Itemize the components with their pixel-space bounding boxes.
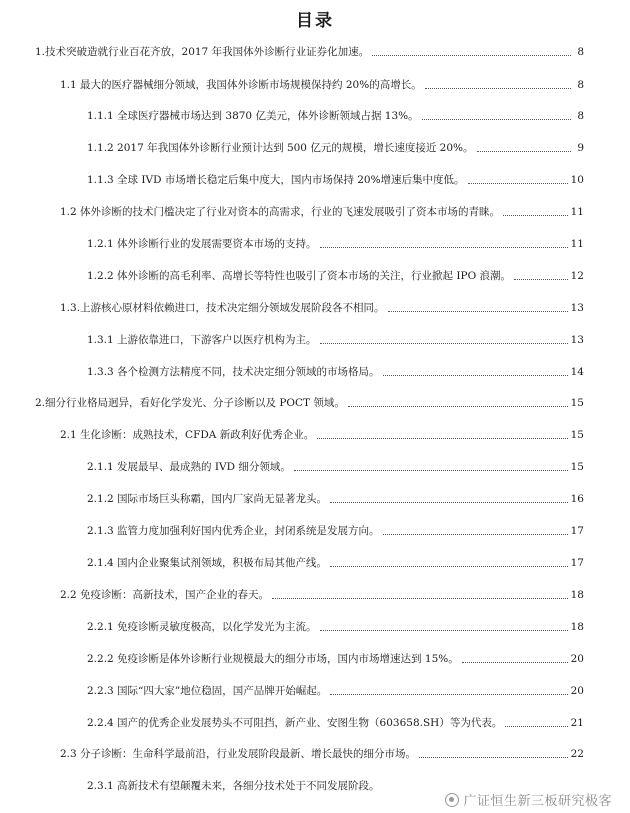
- toc-page-number: 12: [570, 270, 584, 282]
- toc-entry-title: 1.3.3 各个检测方法精度不同，技术决定细分领域的市场格局。: [87, 366, 380, 378]
- toc-entry-title: 1.1.3 全球 IVD 市场增长稳定后集中度大，国内市场保持 20%增速后集中度低。: [87, 174, 465, 186]
- toc-leader-dots: [477, 151, 571, 152]
- toc-entry[interactable]: [60, 588, 584, 602]
- toc-entry[interactable]: [87, 556, 584, 570]
- toc-page-number: 11: [570, 238, 584, 250]
- toc-entry[interactable]: [60, 747, 584, 761]
- toc-page-number: 18: [570, 589, 584, 601]
- toc-entry-title: 1.3.1 上游依靠进口，下游客户以医疗机构为主。: [87, 334, 317, 346]
- toc-page-number: 13: [570, 302, 584, 314]
- toc-page-number: 15: [570, 461, 584, 473]
- toc-page-number: 20: [570, 685, 584, 697]
- watermark: [445, 790, 612, 809]
- toc-entry-title: 2.1.4 国内企业聚集试剂领域，积极布局其他产线。: [87, 557, 328, 569]
- toc-entry-title: 1.2.1 体外诊断行业的发展需要资本市场的支持。: [87, 238, 317, 250]
- toc-entry[interactable]: [87, 684, 584, 698]
- toc-entry[interactable]: [60, 78, 584, 92]
- page-title: 目录: [296, 11, 334, 31]
- toc-entry[interactable]: [87, 333, 584, 347]
- toc-entry-title: 2.1 生化诊断：成熟技术，CFDA 新政利好优秀企业。: [60, 429, 315, 441]
- toc-entry-title: 2.2.4 国产的优秀企业发展势头不可阻挡，新产业、安图生物（603658.SH）等为代表。: [87, 717, 503, 729]
- toc-entry[interactable]: [87, 109, 584, 123]
- toc-leader-dots: [503, 215, 568, 216]
- toc-entry-title: 2.3.1 高新技术有望颠覆未来，各细分技术处于不同发展阶段。: [87, 780, 380, 792]
- watermark-text: 广证恒生新三板研究极客: [463, 794, 612, 809]
- toc-entry[interactable]: [87, 716, 584, 730]
- toc-page-number: 16: [570, 493, 584, 505]
- toc-entry-title: 1.3.上游核心原材料依赖进口，技术决定细分领域发展阶段各不相同。: [60, 302, 385, 314]
- toc-page-number: 8: [577, 46, 584, 58]
- toc-entry[interactable]: [87, 652, 584, 666]
- toc-page-number: 21: [570, 717, 584, 729]
- toc-entry-title: 1.技术突破造就行业百花齐放，2017 年我国体外诊断行业证券化加速。: [35, 46, 370, 58]
- toc-entry-title: 2.1.1 发展最早、最成熟的 IVD 细分领域。: [87, 461, 291, 473]
- wechat-icon: [445, 793, 459, 807]
- toc-leader-dots: [505, 726, 567, 727]
- toc-page-number: 8: [577, 79, 584, 91]
- toc-page-number: 14: [570, 366, 584, 378]
- toc-leader-dots: [330, 502, 568, 503]
- toc-leader-dots: [383, 534, 568, 535]
- toc-entry[interactable]: [87, 779, 430, 793]
- toc-entry-title: 2.2.1 免疫诊断灵敏度极高，以化学发光为主流。: [87, 621, 317, 633]
- toc-entry[interactable]: [35, 396, 584, 410]
- toc-leader-dots: [294, 470, 568, 471]
- toc-entry-title: 1.2 体外诊断的技术门槛决定了行业对资本的高需求，行业的飞速发展吸引了资本市场的青睐。: [60, 206, 501, 218]
- toc-leader-dots: [514, 279, 568, 280]
- toc-entry-title: 1.1 最大的医疗器械细分领域，我国体外诊断市场规模保持约 20%的高增长。: [60, 79, 422, 91]
- toc-leader-dots: [320, 247, 568, 248]
- toc-entry[interactable]: [60, 428, 584, 442]
- toc-leader-dots: [317, 438, 567, 439]
- toc-page-number: 22: [570, 748, 584, 760]
- toc-entry-title: 2.2.2 免疫诊断是体外诊断行业规模最大的细分市场，国内市场增速达到 15%。: [87, 653, 459, 665]
- toc-entry-title: 1.2.2 体外诊断的高毛利率、高增长等特性也吸引了资本市场的关注，行业掀起 IPO 浪潮。: [87, 270, 512, 282]
- toc-page-number: 11: [570, 206, 584, 218]
- toc-entry[interactable]: [87, 269, 584, 283]
- toc-entry[interactable]: [87, 141, 584, 155]
- toc-leader-dots: [272, 598, 568, 599]
- toc-entry-title: 1.1.1 全球医疗器械市场达到 3870 亿美元，体外诊断领域占据 13%。: [87, 110, 419, 122]
- toc-entry-title: 2.1.2 国际市场巨头称霸，国内厂家尚无显著龙头。: [87, 493, 328, 505]
- toc-page-number: 17: [570, 525, 584, 537]
- toc-entry-title: 2.细分行业格局迥异，看好化学发光、分子诊断以及 POCT 领域。: [35, 397, 345, 409]
- toc-page-number: 9: [577, 142, 584, 154]
- toc-leader-dots: [419, 757, 568, 758]
- toc-leader-dots: [320, 343, 568, 344]
- toc-leader-dots: [468, 183, 568, 184]
- toc-leader-dots: [320, 630, 568, 631]
- toc-entry[interactable]: [87, 173, 584, 187]
- toc-entry[interactable]: [60, 205, 584, 219]
- toc-entry-title: 2.1.3 监管力度加强利好国内优秀企业，封闭系统是发展方向。: [87, 525, 380, 537]
- toc-leader-dots: [330, 694, 567, 695]
- toc-leader-dots: [388, 311, 568, 312]
- toc-entry-title: 2.3 分子诊断：生命科学最前沿，行业发展阶段最新、增长最快的细分市场。: [60, 748, 417, 760]
- toc-entry[interactable]: [87, 524, 584, 538]
- toc-entry-title: 2.2.3 国际“四大家”地位稳固，国产品牌开始崛起。: [87, 685, 328, 697]
- toc-entry[interactable]: [35, 45, 584, 59]
- toc-entry[interactable]: [87, 237, 584, 251]
- toc-entry[interactable]: [87, 492, 584, 506]
- toc-entry[interactable]: [87, 460, 584, 474]
- toc-page-number: 15: [570, 429, 584, 441]
- toc-entry[interactable]: [87, 365, 584, 379]
- toc-entry[interactable]: [60, 301, 584, 315]
- toc-page-number: 20: [570, 653, 584, 665]
- toc-leader-dots: [462, 662, 568, 663]
- toc-leader-dots: [372, 55, 571, 56]
- toc-page-number: 8: [577, 110, 584, 122]
- toc-page-number: 18: [570, 621, 584, 633]
- toc-entry[interactable]: [87, 620, 584, 634]
- toc-page-number: 17: [570, 557, 584, 569]
- toc-page-number: 13: [570, 334, 584, 346]
- toc-leader-dots: [422, 119, 571, 120]
- toc-page-number: 15: [570, 397, 584, 409]
- toc-leader-dots: [425, 88, 571, 89]
- toc-entry-title: 1.1.2 2017 年我国体外诊断行业预计达到 500 亿元的规模，增长速度接近 20%。: [87, 142, 474, 154]
- toc-leader-dots: [348, 406, 568, 407]
- toc-leader-dots: [383, 375, 568, 376]
- toc-leader-dots: [330, 566, 568, 567]
- toc-entry-title: 2.2 免疫诊断：高新技术，国产企业的春天。: [60, 589, 270, 601]
- toc-page-number: 10: [570, 174, 584, 186]
